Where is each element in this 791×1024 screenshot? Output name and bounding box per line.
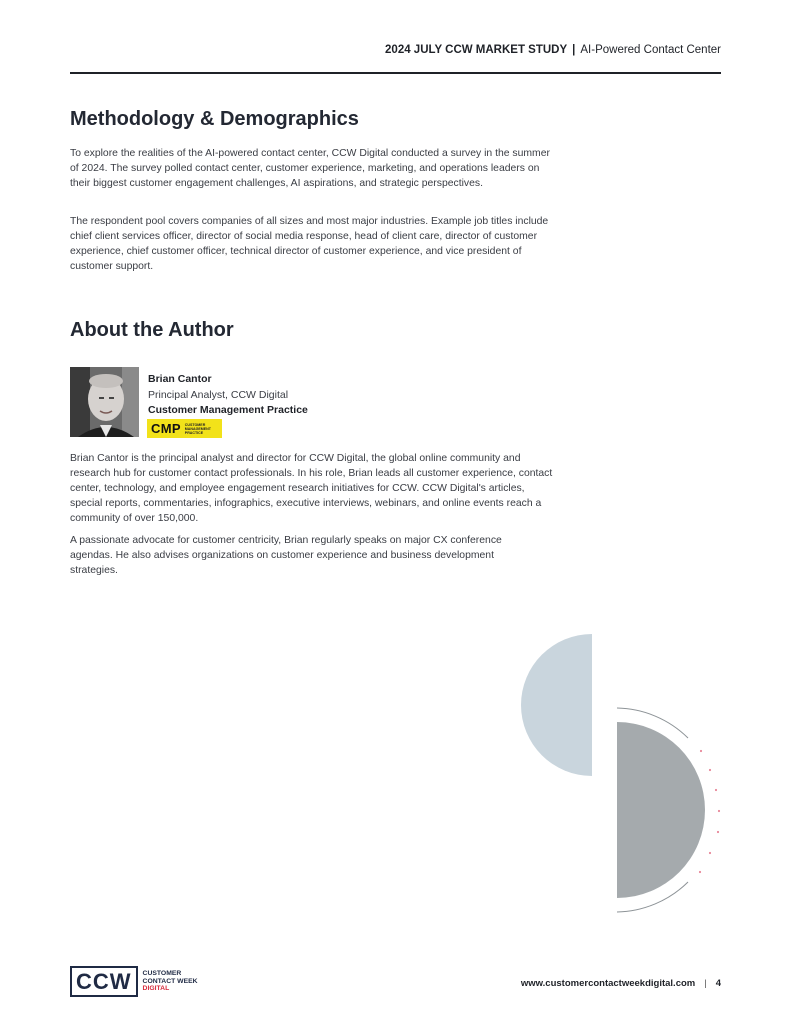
logo-line-customer: CUSTOMER (142, 970, 182, 978)
page-header (385, 44, 721, 56)
author-bio-2: A passionate advocate for customer centricity, Brian regularly speaks on major CX conference agendas. He also advises organizations on customer experience and business development strategies. (70, 535, 502, 576)
study-title: 2024 JULY CCW MARKET STUDY (385, 44, 568, 56)
study-subtitle: AI-Powered Contact Center (580, 44, 721, 56)
author-bio-1: Brian Cantor is the principal analyst and director for CCW Digital, the global online community and research hub for customer contact professionals. In his role, Brian leads all customer experience, contact center, technology, and employee engagement research initiatives for CCW. CCW Digital's articles, special reports, commentaries, infographics, executive interviews, webinars, and online events reach a community of over 150,000. (70, 453, 553, 524)
logo-line-contact-week: CONTACT WEEK (142, 977, 198, 985)
page-footer (521, 978, 721, 989)
methodology-paragraph-1: To explore the realities of the AI-powered contact center, CCW Digital conducted a survey in the summer of 2024. The survey polled contact center, customer experience, marketing, and operations leaders on their biggest customer engagement challenges, AI aspirations, and strategic perspectives. (70, 148, 550, 189)
header-rule (70, 72, 721, 74)
methodology-heading: Methodology & Demographics (70, 108, 359, 130)
methodology-paragraph-2: The respondent pool covers companies of all sizes and most major industries. Example job titles include chief client services officer, director of social media response, head of client care, director of customer experience, chief customer officer, technical director of customer experience, and vice president of customer support. (70, 216, 549, 272)
cmp-badge-subtext: CUSTOMER MANAGEMENT PRACTICE (184, 422, 211, 435)
header-separator: | (572, 44, 576, 56)
decorative-circles-graphic (500, 620, 730, 920)
page-number: 4 (715, 978, 721, 989)
ccw-logo-letters: CCW (70, 966, 138, 997)
author-title: Principal Analyst, CCW Digital (148, 388, 289, 401)
logo-line-digital: DIGITAL (142, 985, 170, 993)
author-photo (70, 367, 139, 437)
footer-separator: | (704, 978, 707, 989)
ccw-digital-logo (70, 966, 198, 997)
website-url: www.customercontactweekdigital.com (520, 978, 696, 989)
cmp-badge-text: CMP (151, 421, 181, 436)
about-author-heading: About the Author (70, 319, 234, 341)
author-info (148, 372, 308, 419)
ccw-logo-words (143, 970, 198, 993)
author-name: Brian Cantor (148, 373, 212, 385)
author-practice: Customer Management Practice (148, 404, 308, 416)
cmp-badge (147, 419, 222, 438)
